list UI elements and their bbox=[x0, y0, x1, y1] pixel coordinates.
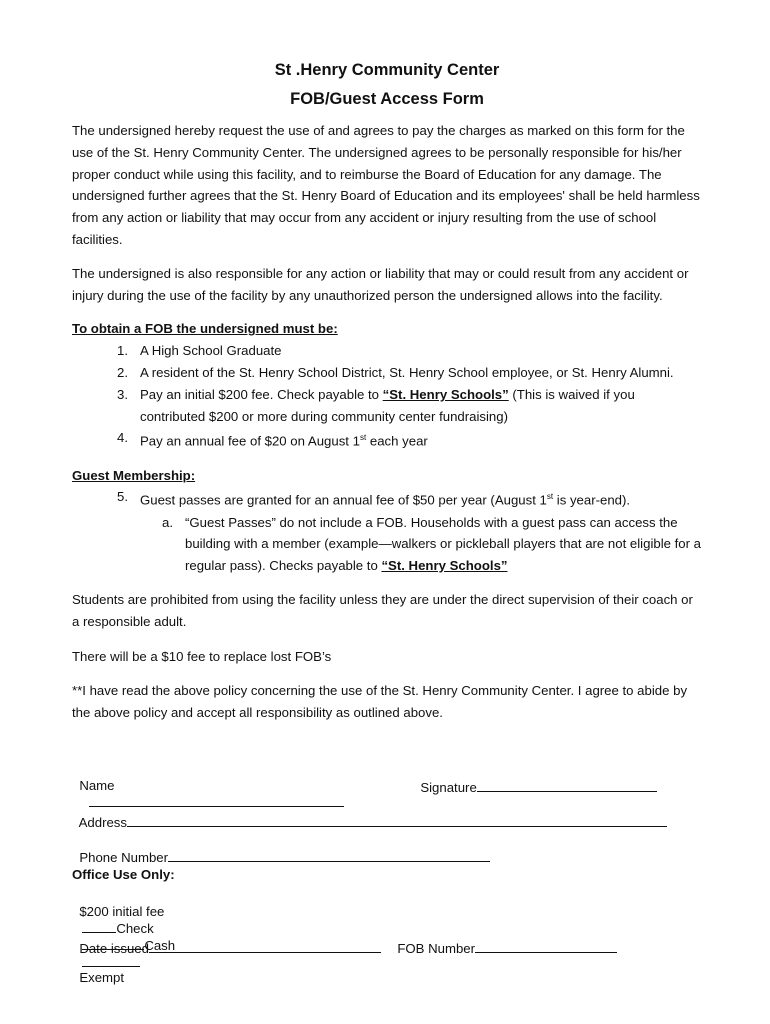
address-field[interactable] bbox=[127, 813, 667, 827]
fob-requirements-list bbox=[72, 340, 702, 452]
fob-number-label: FOB Number bbox=[397, 941, 476, 956]
phone-label: Phone Number bbox=[79, 850, 169, 865]
date-row bbox=[72, 924, 381, 956]
list-item: 1. A High School Graduate bbox=[117, 343, 282, 359]
fob-number-row bbox=[390, 924, 617, 956]
address-row bbox=[72, 798, 667, 830]
page-title: St .Henry Community Center bbox=[274, 61, 500, 79]
list-item: 5. Guest passes are granted for an annual fee of $50 per year (August 1st is year-end). bbox=[117, 489, 631, 508]
guest-membership-heading: Guest Membership: bbox=[72, 467, 196, 483]
check-label: Check bbox=[116, 921, 154, 936]
phone-field[interactable] bbox=[168, 848, 490, 862]
payee-name: “St. Henry Schools” bbox=[381, 558, 508, 574]
lost-fob-paragraph: There will be a $10 fee to replace lost FOB’s bbox=[72, 648, 332, 664]
address-label: Address bbox=[78, 815, 127, 830]
initial-fee-label: $200 initial fee bbox=[79, 904, 165, 919]
office-use-heading: Office Use Only: bbox=[72, 867, 175, 882]
fob-requirements-heading: To obtain a FOB the undersigned must be: bbox=[72, 321, 338, 337]
list-item: 3. Pay an initial $200 fee. Check payable to “St. Henry Schools” (This is waived if you contributed $200 or more during community center fundraising) bbox=[117, 386, 635, 424]
phone-row bbox=[72, 833, 490, 865]
cash-label: Cash bbox=[144, 938, 176, 953]
signature-field[interactable] bbox=[477, 778, 657, 792]
exempt-label: Exempt bbox=[79, 970, 125, 985]
signature-label: Signature bbox=[420, 780, 477, 795]
signature-row bbox=[413, 763, 657, 795]
fob-number-field[interactable] bbox=[475, 939, 617, 953]
list-item: 4. Pay an annual fee of $20 on August 1st each year bbox=[117, 430, 428, 449]
students-paragraph: Students are prohibited from using the facility unless they are under the direct supervision of their coach or a responsible adult. bbox=[72, 591, 693, 629]
list-item: 2. A resident of the St. Henry School District, St. Henry School employee, or St. Henry Alumni. bbox=[117, 364, 674, 380]
name-label: Name bbox=[79, 778, 115, 793]
responsibility-paragraph: The undersigned is also responsible for any action or liability that may or could result from any accident or injury during the use of the facility by any unauthorized person the undersigned allows into the facility. bbox=[72, 265, 689, 303]
liability-paragraph: The undersigned hereby request the use of and agrees to pay the charges as marked on this form for the use of the St. Henry Community Center. The undersigned agrees to be personally responsible for his/her proper conduct while using this facility, and to reimburse the Board of Education for any damage. The undersigned further agrees that the St. Henry Board of Education and its employees' shall be held harmless from any action or liability that may occur from any accident or injury resulting from the use of school facilities. bbox=[72, 123, 700, 247]
date-issued-field[interactable] bbox=[149, 939, 381, 953]
form-page bbox=[72, 56, 702, 724]
date-issued-label: Date issued bbox=[79, 941, 149, 956]
payee-name: “St. Henry Schools” bbox=[382, 386, 509, 402]
agreement-paragraph: **I have read the above policy concerning the use of the St. Henry Community Center. I agree to abide by the above policy and accept all responsibility as outlined above. bbox=[72, 683, 688, 721]
list-item: a. “Guest Passes” do not include a FOB. Households with a guest pass can access the building with a member (example—walkers or pickleball players that are not eligible for a regular pass). Checks payable to “St. Henry Schools” bbox=[162, 514, 702, 574]
page-subtitle: FOB/Guest Access Form bbox=[290, 90, 484, 108]
